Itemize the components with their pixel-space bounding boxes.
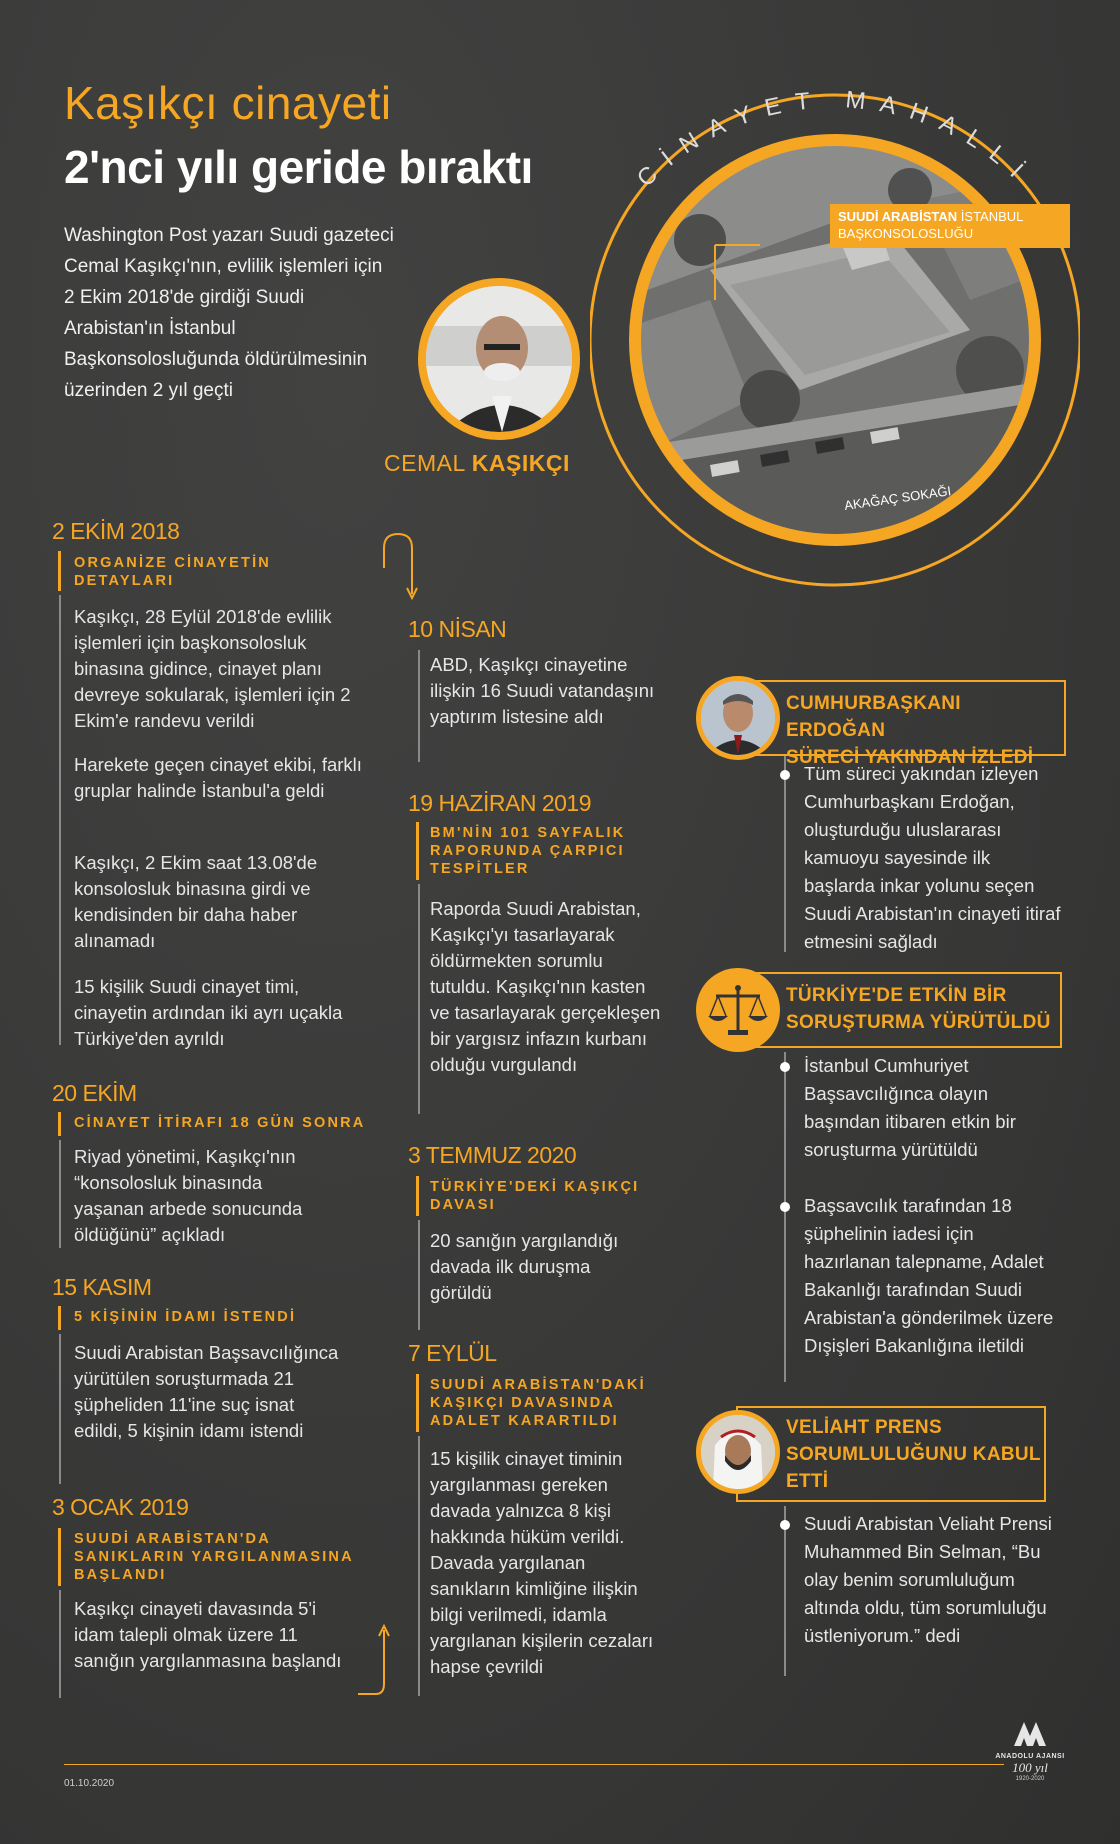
anniversary-years: 1920-2020 bbox=[1015, 1776, 1045, 1782]
timeline-line bbox=[418, 650, 420, 762]
timeline-line bbox=[418, 884, 420, 1114]
erdogan-box-title-line: CUMHURBAŞKANI ERDOĞAN bbox=[786, 693, 961, 741]
timeline-date: 20 EKİM bbox=[52, 1080, 137, 1106]
bullet-dot bbox=[780, 770, 790, 780]
consulate-label-type: BAŞKONSOLOSLUĞU bbox=[838, 226, 974, 241]
timeline-line bbox=[59, 1590, 61, 1698]
timeline-line bbox=[784, 1506, 786, 1676]
footer-divider bbox=[64, 1764, 1004, 1765]
footer-date: 01.10.2020 bbox=[64, 1778, 115, 1789]
timeline-paragraph: Kaşıkçı cinayeti davasında 5'i idam talepli olmak üzere 11 sanığın yargılanmasına başlandı bbox=[74, 1598, 342, 1671]
timeline-date: 10 NİSAN bbox=[408, 616, 507, 642]
crown-prince-paragraph: Suudi Arabistan Veliaht Prensi Muhammed Bin Selman, “Bu olay benim sorumluluğum altında oldu, tüm sorumluluğu üstleniyorum.” dedi bbox=[804, 1513, 1052, 1646]
timeline-heading: SUUDİ ARABİSTAN'DA SANIKLARIN YARGILANMASINA BAŞLANDI bbox=[74, 1531, 354, 1583]
timeline-paragraph: 15 kişilik Suudi cinayet timi, cinayetin ardından iki ayrı uçakla Türkiye'den ayrıldı bbox=[74, 976, 343, 1049]
timeline-paragraph: 15 kişilik cinayet timinin yargılanması gereken davada yalnızca 8 kişi hakkında hüküm verildi. Davada yargılanan sanıkların kimliğine ilişkin bilgi verilmedi, idamla yargılanan kişilerin cezaları hapse çevrildi bbox=[430, 1448, 654, 1677]
consulate-label bbox=[830, 204, 1070, 248]
title-line-2: 2'nci yılı geride bıraktı bbox=[64, 141, 533, 193]
accent-bar bbox=[58, 1306, 61, 1330]
timeline-heading: 5 KİŞİNİN İDAMI İSTENDİ bbox=[74, 1309, 297, 1325]
investigation-box-title-line: SORUŞTURMA YÜRÜTÜLDÜ bbox=[786, 1012, 1051, 1033]
arrow-up-icon bbox=[350, 1620, 400, 1700]
timeline-heading: TÜRKİYE'DEKİ KAŞIKÇI DAVASI bbox=[430, 1179, 640, 1213]
person-last-name: KAŞIKÇI bbox=[471, 450, 570, 476]
erdogan-paragraph: Tüm süreci yakından izleyen Cumhurbaşkanı Erdoğan, oluşturduğu uluslararası kamuoyu sayesinde ilk başlarda inkar yolunu seçen Suudi Arabistan'ın cinayeti itiraf etmesini sağladı bbox=[804, 763, 1061, 952]
investigation-box-title-line: TÜRKİYE'DE ETKİN BİR bbox=[786, 985, 1007, 1006]
timeline-date: 15 KASIM bbox=[52, 1274, 152, 1300]
crime-scene-graphic bbox=[590, 70, 1080, 590]
agency-name: ANADOLU AJANSI bbox=[995, 1753, 1065, 1760]
crown-prince-box-title-line: SORUMLULUĞUNU KABUL bbox=[786, 1444, 1041, 1465]
investigation-box-title bbox=[786, 982, 1056, 1036]
scales-icon bbox=[696, 968, 780, 1052]
person-first-name: CEMAL bbox=[384, 450, 465, 476]
crown-prince-box-title bbox=[786, 1414, 1041, 1495]
accent-bar bbox=[416, 822, 419, 880]
accent-bar bbox=[58, 551, 61, 591]
bullet-dot bbox=[780, 1062, 790, 1072]
timeline-date: 7 EYLÜL bbox=[408, 1340, 497, 1366]
consulate-label-country: SUUDİ ARABİSTAN bbox=[838, 209, 958, 224]
agency-logo bbox=[990, 1720, 1070, 1782]
timeline-paragraph: Suudi Arabistan Başsavcılığınca yürütülen soruşturmada 21 şüpheliden 11'ine suç isnat edildi, 5 kişinin idamı istendi bbox=[74, 1342, 339, 1441]
erdogan-box-title bbox=[786, 690, 1056, 771]
timeline-paragraph: ABD, Kaşıkçı cinayetine ilişkin 16 Suudi vatandaşını yaptırım listesine aldı bbox=[430, 654, 655, 727]
crown-prince-portrait bbox=[696, 1410, 780, 1494]
timeline-date: 2 EKİM 2018 bbox=[52, 518, 180, 544]
aa-logo-icon bbox=[1010, 1720, 1050, 1748]
timeline-line bbox=[784, 756, 786, 952]
crown-prince-box-title-line: ETTİ bbox=[786, 1471, 829, 1492]
erdogan-box-title-line: SÜRECİ YAKINDAN İZLEDİ bbox=[786, 747, 1034, 768]
timeline-heading: SUUDİ ARABİSTAN'DAKİ KAŞIKÇI DAVASINDA ADALET KARARTILDI bbox=[430, 1377, 646, 1429]
timeline-heading: CİNAYET İTİRAFI 18 GÜN SONRA bbox=[74, 1115, 366, 1131]
timeline-date: 3 TEMMUZ 2020 bbox=[408, 1142, 577, 1168]
timeline-line bbox=[418, 1220, 420, 1330]
timeline-paragraph: Riyad yönetimi, Kaşıkçı'nın “konsolosluk binasında yaşanan arbede sonucunda öldüğünü” açıkladı bbox=[74, 1146, 303, 1245]
anniversary-mark: 100 yıl bbox=[1012, 1760, 1048, 1775]
person-caption bbox=[384, 450, 570, 477]
timeline-paragraph: Harekete geçen cinayet ekibi, farklı gruplar halinde İstanbul'a geldi bbox=[74, 754, 362, 801]
arrow-down-icon bbox=[376, 528, 426, 608]
timeline-line bbox=[59, 1334, 61, 1484]
timeline-line bbox=[59, 1140, 61, 1248]
arc-label: CİNAYET MAHALLİ bbox=[631, 86, 1039, 193]
accent-bar bbox=[416, 1176, 419, 1216]
timeline-heading: ORGANİZE CİNAYETİN DETAYLARI bbox=[74, 555, 271, 589]
bullet-dot bbox=[780, 1520, 790, 1530]
accent-bar bbox=[58, 1112, 61, 1136]
intro-text: Washington Post yazarı Suudi gazeteci Cemal Kaşıkçı'nın, evlilik işlemleri için 2 Ekim 2018'de girdiği Suudi Arabistan'ın İstanbul Başkonsolosluğunda öldürülmesinin üzerinden 2 yıl geçti bbox=[64, 225, 394, 401]
accent-bar bbox=[58, 1528, 61, 1586]
aerial-photo bbox=[620, 130, 1050, 560]
timeline-line bbox=[59, 595, 61, 1045]
timeline-paragraph: 20 sanığın yargılandığı davada ilk duruşma görüldü bbox=[430, 1230, 619, 1303]
street-label: AKAĞAÇ SOKAĞI bbox=[843, 483, 953, 513]
investigation-paragraph: İstanbul Cumhuriyet Başsavcılığınca olayın başından itibaren etkin bir soruşturma yürütüldü bbox=[804, 1055, 1016, 1160]
timeline-paragraph: Raporda Suudi Arabistan, Kaşıkçı'yı tasarlayarak öldürmekten sorumlu tutuldu. Kaşıkçı'nın kasten ve tasarlayarak gerçekleşen bir yargısız infazın kurbanı olduğu vurgulandı bbox=[430, 898, 661, 1075]
crown-prince-box-title-line: VELİAHT PRENS bbox=[786, 1417, 942, 1438]
timeline-heading: BM'NİN 101 SAYFALIK RAPORUNDA ÇARPICI TESPİTLER bbox=[430, 825, 626, 877]
kashoggi-portrait bbox=[418, 278, 580, 440]
title-line-1: Kaşıkçı cinayeti bbox=[64, 77, 392, 129]
timeline-line bbox=[784, 1052, 786, 1382]
timeline-date: 3 OCAK 2019 bbox=[52, 1494, 189, 1520]
consulate-label-city: İSTANBUL bbox=[957, 209, 1024, 224]
timeline-paragraph: Kaşıkçı, 2 Ekim saat 13.08'de konsolosluk binasına girdi ve kendisinden bir daha haber alınamadı bbox=[74, 852, 318, 951]
timeline-paragraph: Kaşıkçı, 28 Eylül 2018'de evlilik işlemleri için başkonsolosluk binasına gidince, cinayet planı devreye sokularak, işlemleri için 2 Ekim'e randevu verildi bbox=[74, 606, 351, 731]
timeline-line bbox=[418, 1436, 420, 1696]
bullet-dot bbox=[780, 1202, 790, 1212]
timeline-date: 19 HAZİRAN 2019 bbox=[408, 790, 591, 816]
erdogan-portrait bbox=[696, 676, 780, 760]
accent-bar bbox=[416, 1374, 419, 1432]
investigation-paragraph: Başsavcılık tarafından 18 şüphelinin iadesi için hazırlanan talepname, Adalet Bakanlığı tarafından Suudi Arabistan'a gönderilmek üzere Dışişleri Bakanlığına iletildi bbox=[804, 1195, 1054, 1356]
